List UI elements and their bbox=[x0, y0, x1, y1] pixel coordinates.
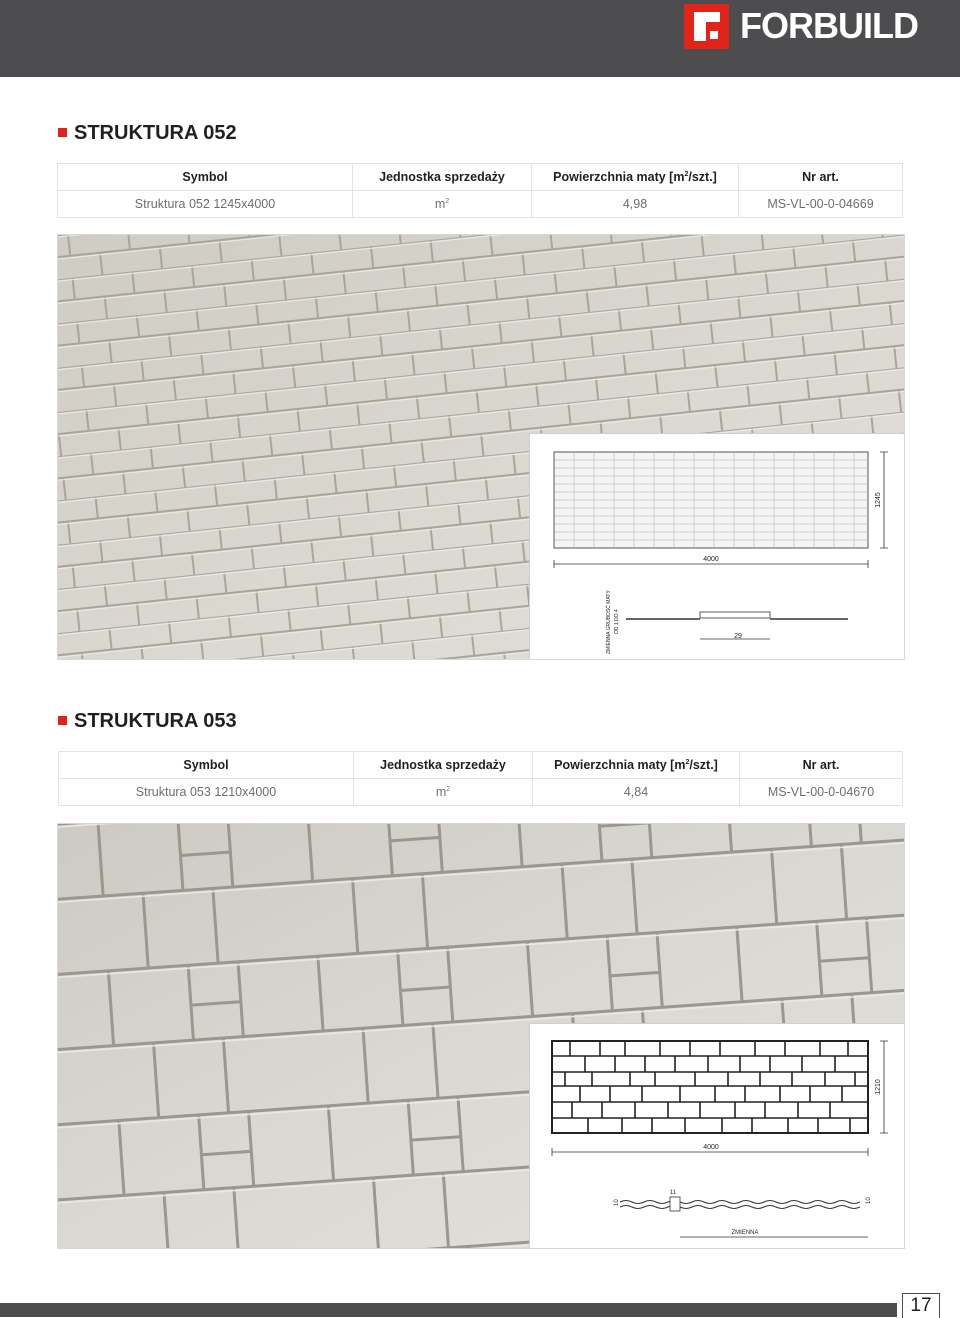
dim-b-label: 10 bbox=[614, 1199, 620, 1206]
cell-symbol: Struktura 053 1210x4000 bbox=[59, 779, 354, 806]
forbuild-logo-icon bbox=[684, 4, 729, 49]
cell-area: 4,84 bbox=[533, 779, 740, 806]
height-label: 1210 bbox=[875, 1079, 882, 1095]
cell-art: MS-VL-00-0-04669 bbox=[739, 191, 903, 218]
col-header-area: Powierzchnia maty $[m^2/szt.]$ bbox=[533, 752, 740, 779]
side-note: ZMIENNA GRUBOŚĆ MATY bbox=[606, 590, 612, 654]
table-header-row bbox=[58, 164, 903, 191]
cell-art: MS-VL-00-0-04670 bbox=[740, 779, 903, 806]
col-header-art: Nr art. bbox=[739, 164, 903, 191]
col-header-symbol: Symbol bbox=[59, 752, 354, 779]
col-header-unit: Jednostka sprzedaży bbox=[354, 752, 533, 779]
cell-unit: $m^2$ bbox=[353, 191, 532, 218]
page-header bbox=[0, 0, 960, 77]
brand-name: FORBUILD bbox=[740, 5, 918, 46]
dim-c-label: 10 bbox=[866, 1197, 872, 1204]
col-header-unit: Jednostka sprzedaży bbox=[353, 164, 532, 191]
dim-a-label: 11 bbox=[669, 1190, 677, 1196]
bullet-square-icon bbox=[58, 716, 67, 725]
height-label: 1245 bbox=[875, 492, 882, 508]
section-title-052: STRUKTURA 052 bbox=[58, 121, 237, 145]
table-row bbox=[58, 191, 903, 218]
section-title-053: STRUKTURA 053 bbox=[58, 709, 237, 733]
side-note-2: OD 1 DO 4 bbox=[614, 609, 620, 634]
col-header-area: Powierzchnia maty $[m^2/szt.]$ bbox=[532, 164, 739, 191]
cell-area: 4,98 bbox=[532, 191, 739, 218]
page-number: 17 bbox=[902, 1293, 940, 1318]
spec-table-052 bbox=[57, 163, 903, 218]
cell-unit: $m^2$ bbox=[354, 779, 533, 806]
spec-table-053 bbox=[58, 751, 903, 806]
col-header-art: Nr art. bbox=[740, 752, 903, 779]
width-label: 4000 bbox=[703, 556, 719, 563]
bullet-square-icon bbox=[58, 128, 67, 137]
width-label: 4000 bbox=[703, 1144, 719, 1151]
technical-drawing-052 bbox=[529, 433, 905, 660]
cell-symbol: Struktura 052 1245x4000 bbox=[58, 191, 353, 218]
table-row bbox=[59, 779, 903, 806]
bottom-label: ZMIENNA bbox=[731, 1230, 759, 1236]
table-header-row bbox=[59, 752, 903, 779]
thickness-label: 29 bbox=[734, 633, 742, 640]
footer-bar bbox=[0, 1303, 897, 1317]
technical-drawing-053 bbox=[529, 1023, 905, 1249]
product-photo-053 bbox=[57, 823, 905, 1249]
product-photo-052 bbox=[57, 234, 905, 660]
col-header-symbol: Symbol bbox=[58, 164, 353, 191]
